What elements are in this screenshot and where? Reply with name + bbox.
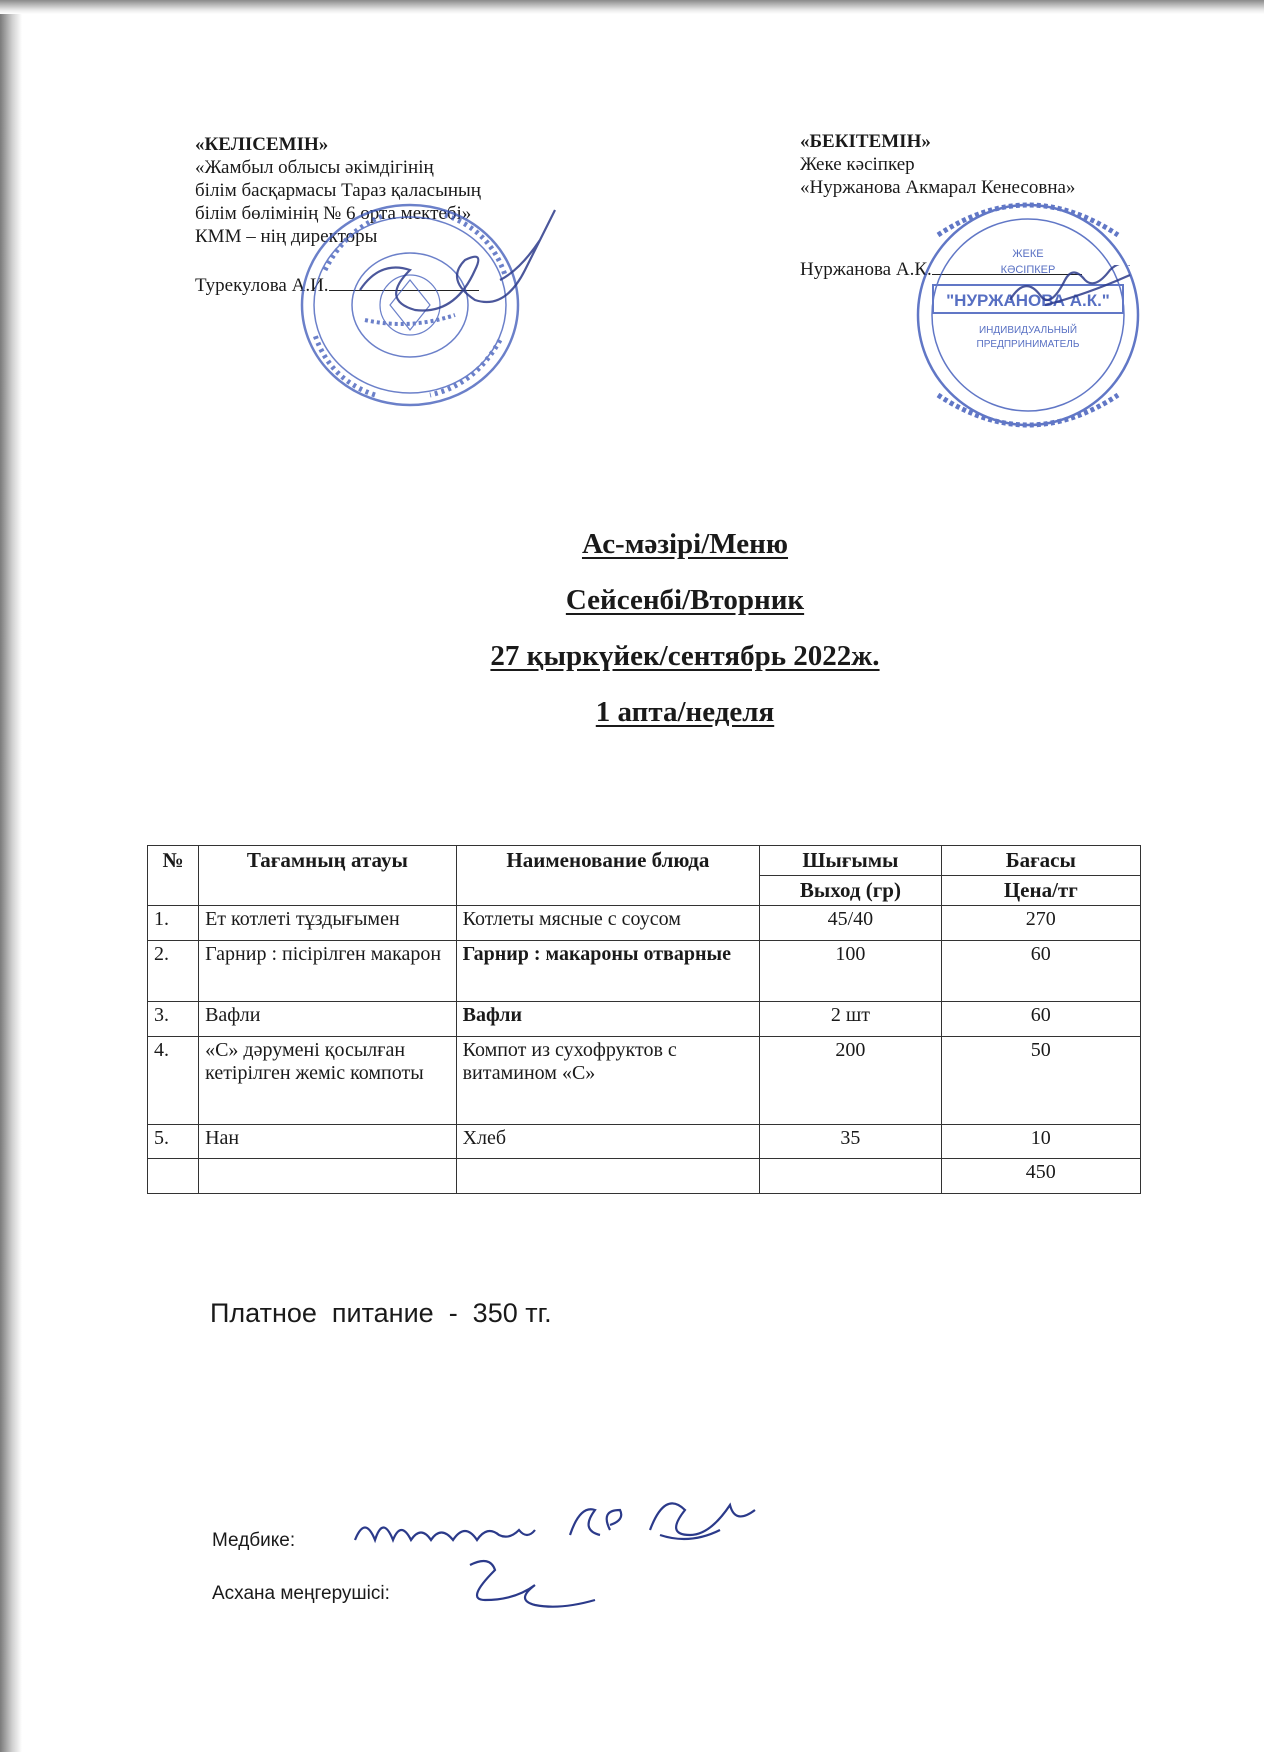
col-output-kz: Шығымы [760,846,941,876]
table-row [148,906,1141,941]
row-price: 50 [941,1037,1140,1125]
row-name-ru: Гарнир : макароны отварные [456,941,760,1002]
ip-signature [1005,265,1135,315]
table-row [148,1037,1141,1125]
menu-title: Ас-мәзірі/Меню [581,528,789,560]
row-name-kz: Гарнир : пісірілген макарон [199,941,457,1002]
row-output: 100 [760,941,941,1002]
row-price: 10 [941,1125,1140,1159]
row-num: 3. [148,1002,199,1037]
approve-line: Жеке кәсіпкер [800,154,915,175]
agree-line: білім басқармасы Тараз қаласының [195,180,481,201]
row-price: 270 [941,906,1140,941]
table-total-row [148,1159,1141,1194]
ip-stamp-text: КӘСІПКЕР [1000,264,1056,276]
row-name-kz: Нан [199,1125,457,1159]
nurse-signature [350,1480,770,1610]
ip-stamp-seal [913,195,1143,435]
agree-title: «КЕЛІСЕМІН» [195,134,329,155]
row-num: 4. [148,1037,199,1125]
ip-stamp-text: ИНДИВИДУАЛЬНЫЙ [978,325,1078,336]
row-num: 2. [148,941,199,1002]
approve-signer-name: Нуржанова А.К. [800,259,932,280]
row-name-ru: Вафли [456,1002,760,1037]
row-num: 1. [148,906,199,941]
scan-edge-left [0,0,22,1752]
total-empty-cell [760,1159,941,1194]
approve-title: «БЕКІТЕМІН» [800,131,931,152]
agree-line: білім бөлімінің № 6 орта мектебі» [195,203,472,224]
menu-date: 27 қыркүйек/сентябрь 2022ж. [490,640,880,672]
agree-line: «Жамбыл облысы әкімдігінің [195,157,434,178]
paid-meal-note: Платное питание - 350 тг. [210,1298,552,1328]
row-name-kz: «С» дәрумені қосылған кетірілген жеміс компоты [199,1037,457,1125]
kitchen-head-label: Асхана меңгерушісі: [212,1583,390,1604]
row-name-kz: Вафли [199,1002,457,1037]
col-output-ru: Выход (гр) [760,876,941,906]
menu-table [147,845,1141,1194]
col-name-kz: Тағамның атауы [199,846,457,906]
nurse-label: Медбике: [212,1530,296,1551]
menu-week: 1 апта/неделя [595,696,775,728]
agree-signer-name: Турекулова А.И. [195,275,329,296]
total-empty-cell [456,1159,760,1194]
row-name-ru: Компот из сухофруктов с витамином «С» [456,1037,760,1125]
menu-day: Сейсенбі/Вторник [565,584,805,616]
table-row [148,941,1141,1002]
approve-line: «Нуржанова Акмарал Кенесовна» [800,177,1076,198]
row-price: 60 [941,1002,1140,1037]
ip-stamp-text: ПРЕДПРИНИМАТЕЛЬ [976,339,1080,350]
ip-stamp-text: ЖЕКЕ [1012,248,1044,260]
total-empty-cell [199,1159,457,1194]
menu-titles [0,528,1264,752]
row-output: 2 шт [760,1002,941,1037]
col-price-ru: Цена/тг [941,876,1140,906]
row-num: 5. [148,1125,199,1159]
row-price: 60 [941,941,1140,1002]
ip-stamp-name: "НУРЖАНОВА А.К." [946,291,1110,310]
col-num: № [148,846,199,906]
row-name-kz: Ет котлеті тұздығымен [199,906,457,941]
total-empty-cell [148,1159,199,1194]
school-director-signature [350,200,560,330]
table-row [148,1002,1141,1037]
scan-edge-top [0,0,1264,14]
row-name-ru: Котлеты мясные с соусом [456,906,760,941]
row-output: 200 [760,1037,941,1125]
total-price: 450 [941,1159,1140,1194]
row-output: 45/40 [760,906,941,941]
table-header-row [148,846,1141,876]
row-name-ru: Хлеб [456,1125,760,1159]
col-price-kz: Бағасы [941,846,1140,876]
col-name-ru: Наименование блюда [456,846,760,906]
row-output: 35 [760,1125,941,1159]
agree-line: КММ – нің директоры [195,226,378,247]
table-row [148,1125,1141,1159]
